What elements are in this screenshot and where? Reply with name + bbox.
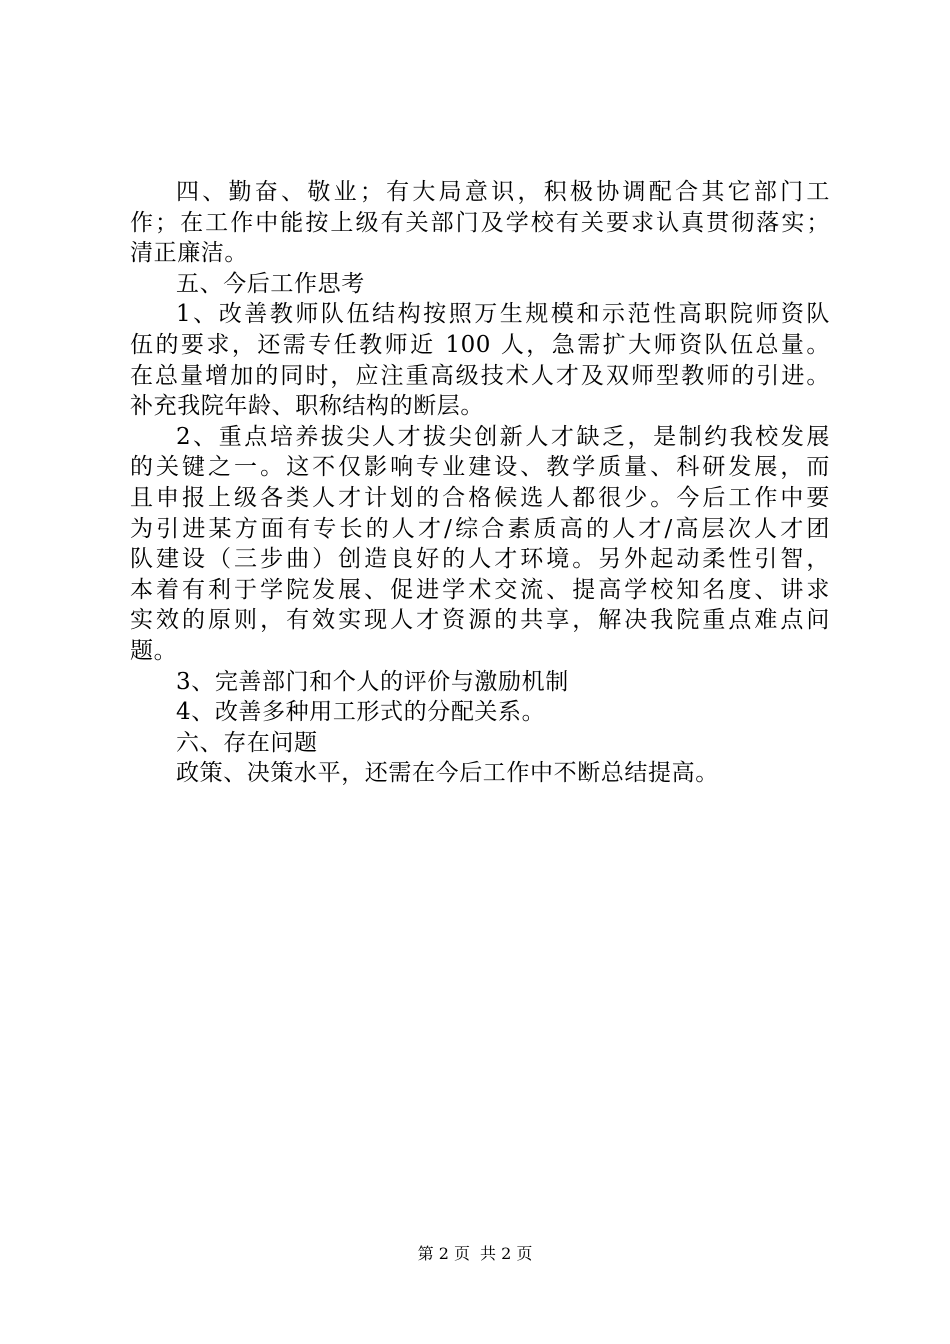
- section-heading: 五、今后工作思考: [176, 270, 365, 297]
- section-heading: 六、存在问题: [176, 729, 318, 756]
- paragraph-line: 2、重点培养拔尖人才拔尖创新人才缺乏，是制约我校发展: [176, 423, 830, 450]
- paragraph-line: 四、勤奋、敬业；有大局意识，积极协调配合其它部门工: [176, 179, 830, 205]
- paragraph-line: 作；在工作中能按上级有关部门及学校有关要求认真贯彻落实；: [130, 209, 830, 236]
- paragraph-line: 清正廉洁。: [130, 240, 248, 267]
- paragraph-line: 的关键之一。这不仅影响专业建设、教学质量、科研发展，而: [130, 454, 830, 481]
- paragraph-line: 为引进某方面有专长的人才/综合素质高的人才/高层次人才团: [130, 515, 830, 542]
- paragraph-line: 伍的要求，还需专任教师近 100 人，急需扩大师资队伍总量。: [130, 331, 830, 358]
- paragraph-line: 实效的原则，有效实现人才资源的共享，解决我院重点难点问: [130, 607, 830, 634]
- paragraph-line: 在总量增加的同时，应注重高级技术人才及双师型教师的引进。: [130, 362, 830, 389]
- page-number-current: 第 2 页: [417, 1244, 470, 1263]
- paragraph-line: 题。: [130, 637, 178, 664]
- paragraph-line: 4、改善多种用工形式的分配关系。: [176, 699, 546, 726]
- page-footer: [0, 1244, 950, 1264]
- paragraph-line: 队建设（三步曲）创造良好的人才环境。另外起动柔性引智，: [130, 546, 830, 573]
- paragraph-line: 且申报上级各类人才计划的合格候选人都很少。今后工作中要: [130, 484, 830, 511]
- paragraph-line: 3、完善部门和个人的评价与激励机制: [176, 668, 569, 695]
- paragraph-line: 补充我院年龄、职称结构的断层。: [130, 393, 484, 420]
- paragraph-line: 本着有利于学院发展、促进学术交流、提高学校知名度、讲求: [130, 576, 830, 603]
- document-body: [130, 177, 830, 789]
- page-number-total: 共 2 页: [480, 1244, 533, 1263]
- paragraph-line: 政策、决策水平，还需在今后工作中不断总结提高。: [176, 760, 719, 787]
- paragraph-line: 1、改善教师队伍结构按照万生规模和示范性高职院师资队: [176, 301, 830, 328]
